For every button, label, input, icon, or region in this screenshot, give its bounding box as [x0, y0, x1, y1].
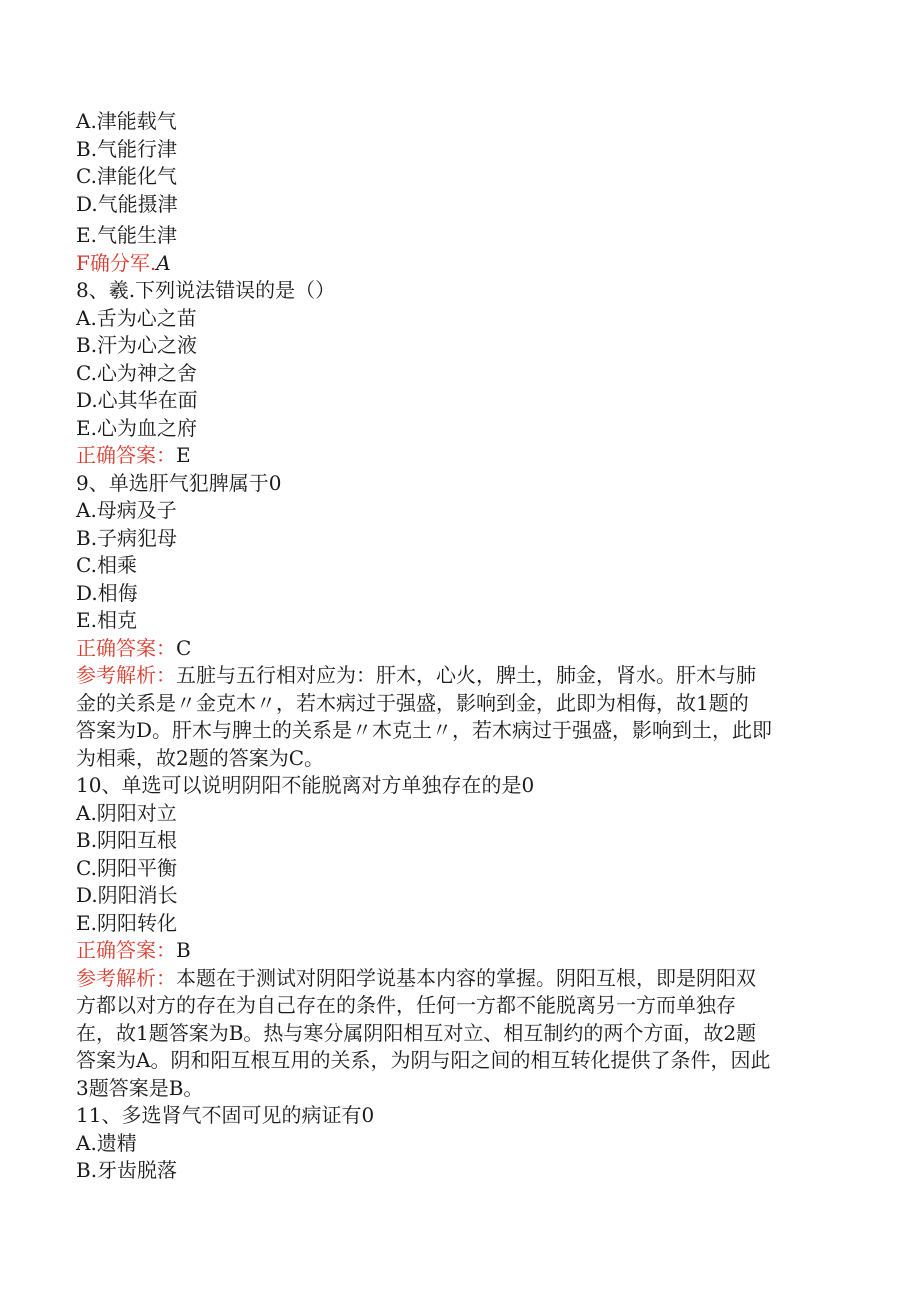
option-d: D.阴阳消长: [76, 883, 178, 907]
answer-value: C: [176, 635, 192, 660]
option-d: D.气能摄津: [76, 191, 178, 216]
option-a: A.母病及子: [76, 498, 177, 522]
answer-line: [76, 635, 832, 663]
option-c: C.心为神之舍: [76, 360, 197, 385]
question-8: [76, 277, 832, 470]
option-c: C.相乘: [76, 553, 137, 577]
analysis-line: 答案为A。阴和阳互根互用的关系，为阴与阳之间的相互转化提供了条件，因此: [76, 1048, 771, 1072]
option-e: E.心为血之府: [76, 415, 197, 440]
option-b: B.子病犯母: [76, 525, 178, 550]
answer-label: 正确答案：: [76, 635, 176, 660]
option-b: B.汗为心之液: [76, 333, 198, 357]
question-7-tail: [76, 108, 832, 277]
answer-line: [76, 250, 832, 278]
option-e: E.阴阳转化: [76, 910, 177, 935]
option-b: B.阴阳互根: [76, 828, 178, 852]
analysis-label: 参考解析：: [76, 663, 176, 687]
answer-label: 正确答案：: [76, 443, 176, 467]
question-stem: 9、单选肝气犯脾属于0: [76, 470, 282, 495]
analysis-line: 在，故1题答案为B。热与寒分属阴阳相互对立、相互制约的两个方面，故2题: [76, 1020, 757, 1045]
analysis-label: 参考解析：: [76, 965, 176, 990]
analysis-text: 五脏与五行相对应为：肝木，心火，脾土，肺金，肾水。肝木与肺: [176, 663, 756, 687]
option-a: A.阴阳对立: [76, 800, 177, 825]
analysis-line: 方都以对方的存在为自己存在的条件，任何一方都不能脱离另一方而单独存: [76, 993, 736, 1017]
option-a: A.津能载气: [76, 109, 177, 133]
question-10: [76, 772, 832, 1102]
answer-label: F确分军.: [76, 250, 157, 275]
answer-line: [76, 937, 832, 965]
option-e: E.相克: [76, 608, 137, 632]
question-9: [76, 470, 832, 773]
option-b: B.气能行津: [76, 136, 178, 161]
option-b: B.牙齿脱落: [76, 1158, 178, 1182]
option-d: D.相侮: [76, 580, 138, 605]
analysis-line: 为相乘，故2题的答案为C。: [76, 745, 325, 770]
option-c: C.津能化气: [76, 164, 177, 188]
option-d: D.心其华在面: [76, 388, 198, 412]
answer-value: A: [156, 250, 171, 275]
analysis: [76, 662, 832, 772]
analysis-text: 本题在于测试对阴阳学说基本内容的掌握。阴阳互根，即是阴阳双: [176, 965, 756, 990]
answer-value: B: [176, 938, 191, 962]
analysis-line: 3题答案是B。: [76, 1075, 204, 1100]
option-c: C.阴阳平衡: [76, 855, 177, 880]
analysis-line: [76, 965, 832, 993]
analysis-line: 答案为D。肝木与脾土的关系是〃木克土〃，若木病过于强盛，影响到土，此即: [76, 718, 773, 742]
answer-label: 正确答案：: [76, 938, 176, 962]
analysis-line: 金的关系是〃金克木〃，若木病过于强盛，影响到金，此即为相侮，故1题的: [76, 690, 749, 715]
option-a: A.舌为心之苗: [76, 305, 197, 330]
option-e: E.气能生津: [76, 223, 177, 247]
question-11: [76, 1102, 832, 1185]
analysis: [76, 965, 832, 1103]
answer-value: E: [176, 443, 191, 467]
question-stem: 10、单选可以说明阴阳不能脱离对方单独存在的是0: [76, 773, 535, 797]
question-stem: 8、羲.下列说法错误的是（）: [76, 278, 336, 302]
answer-line: [76, 442, 832, 470]
question-stem: 11、多选肾气不固可见的病证有0: [76, 1103, 375, 1127]
option-a: A.遗精: [76, 1130, 137, 1155]
analysis-line: [76, 662, 832, 690]
